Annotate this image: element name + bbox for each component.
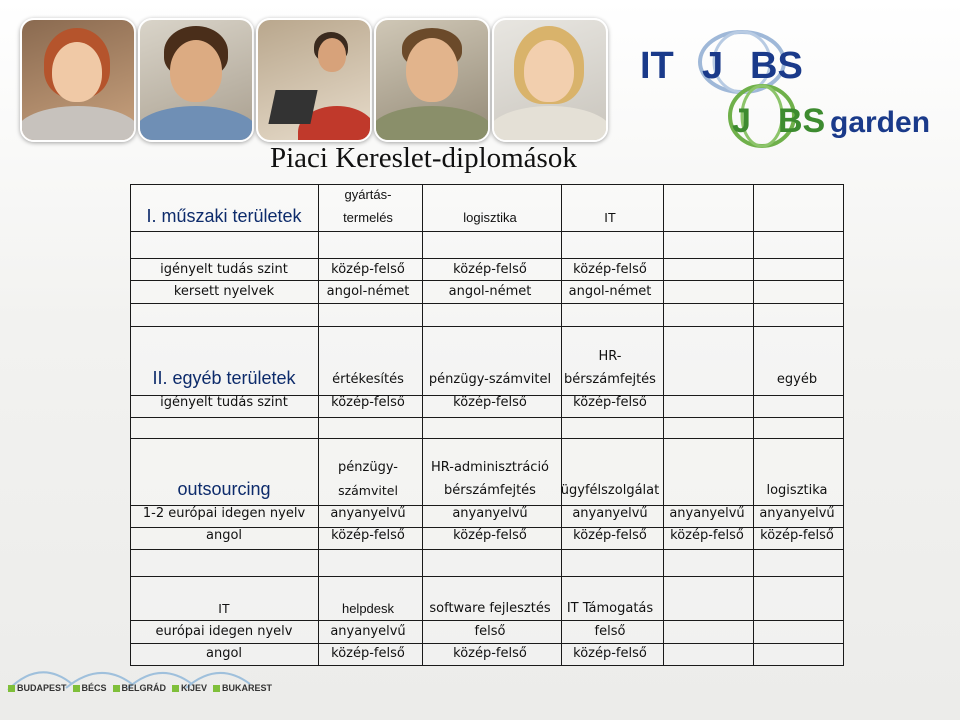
- section1-col-logistics: logisztika: [463, 210, 517, 225]
- section4-row1-val1: anyanyelvű: [330, 624, 406, 639]
- square-icon: [73, 685, 80, 692]
- section4-col-software: software fejlesztés: [429, 601, 551, 616]
- grid-vline: [753, 185, 754, 665]
- section1-row1-val3: közép-felső: [573, 262, 647, 277]
- square-icon: [172, 685, 179, 692]
- section4-row1-label: európai idegen nyelv: [155, 624, 293, 639]
- section2-col-hr-line1: HR-: [598, 349, 622, 364]
- section4-label: IT: [218, 601, 230, 616]
- section3-col-payroll: bérszámfejtés: [444, 483, 536, 498]
- photo-man-glasses: [374, 18, 490, 142]
- header-photo-strip: [10, 8, 615, 146]
- grid-vline: [663, 185, 664, 665]
- grid-hline: [131, 280, 843, 281]
- grid-hline: [131, 620, 843, 621]
- city-item: [172, 683, 207, 693]
- city-list: [8, 683, 272, 693]
- logo-text-j: J: [702, 45, 724, 87]
- grid-vline: [318, 185, 319, 665]
- section3-col-logistics: logisztika: [766, 483, 828, 498]
- section4-col-it-support: IT Támogatás: [566, 601, 654, 616]
- logo-text-garden: garden: [830, 106, 931, 139]
- logo-text-bs2: BS: [778, 102, 826, 140]
- logo-text-j2: J: [732, 102, 751, 140]
- section2-row1-val2: közép-felső: [453, 395, 527, 410]
- city-kijev: KIJEV: [181, 683, 208, 693]
- grid-hline: [131, 576, 843, 577]
- section1-row2-label: kersett nyelvek: [173, 284, 275, 299]
- section4-row2-label: angol: [205, 646, 243, 661]
- section3-col-finance-line1: pénzügy-: [338, 460, 398, 475]
- section1-row1-val2: közép-felső: [453, 262, 527, 277]
- logo-text-bs: BS: [750, 45, 803, 87]
- section2-row1-label: igényelt tudás szint: [160, 395, 288, 410]
- section4-row1-val2: felső: [474, 624, 506, 639]
- grid-hline: [131, 231, 843, 232]
- section3-row1-val3: anyanyelvű: [572, 506, 648, 521]
- city-bukarest: BUKAREST: [222, 683, 273, 693]
- section1-row1-val1: közép-felső: [331, 262, 405, 277]
- demand-table: [130, 184, 844, 666]
- section2-col-other: egyéb: [776, 372, 818, 387]
- grid-hline: [131, 258, 843, 259]
- grid-hline: [131, 438, 843, 439]
- city-item: [73, 683, 107, 693]
- city-budapest: BUDAPEST: [17, 683, 67, 693]
- logo-text-it: IT: [640, 45, 674, 87]
- grid-hline: [131, 303, 843, 304]
- section1-col-production-line2: termelés: [343, 210, 393, 225]
- section3-row1-val4: anyanyelvű: [669, 506, 745, 521]
- grid-vline: [422, 185, 423, 665]
- section1-label: I. műszaki területek: [146, 206, 302, 226]
- city-item: [213, 683, 272, 693]
- page-title: Piaci Kereslet-diplomások: [270, 142, 577, 174]
- section3-col-finance-line2: számvitel: [338, 483, 398, 498]
- city-item: [113, 683, 167, 693]
- grid-hline: [131, 643, 843, 644]
- section3-row1-val1: anyanyelvű: [330, 506, 406, 521]
- section3-row2-label: angol: [205, 528, 243, 543]
- section3-col-customer-service: ügyfélszolgálat: [560, 483, 660, 498]
- grid-hline: [131, 417, 843, 418]
- jobsgarden-logo: [722, 80, 937, 155]
- section3-row2-val2: közép-felső: [453, 528, 527, 543]
- section3-row2-val5: közép-felső: [760, 528, 834, 543]
- section1-col-production-line1: gyártás-: [344, 187, 392, 202]
- photo-woman-blonde: [492, 18, 608, 142]
- section2-row1-val1: közép-felső: [331, 395, 405, 410]
- section4-row2-val1: közép-felső: [331, 646, 405, 661]
- section4-row1-val3: felső: [594, 624, 626, 639]
- photo-woman-glasses: [20, 18, 136, 142]
- section1-row1-label: igényelt tudás szint: [160, 262, 288, 277]
- grid-hline: [131, 549, 843, 550]
- square-icon: [8, 685, 15, 692]
- section3-label: outsourcing: [177, 479, 271, 499]
- city-item: [8, 683, 67, 693]
- section3-row1-val5: anyanyelvű: [759, 506, 835, 521]
- section3-row1-label: 1-2 európai idegen nyelv: [142, 506, 306, 521]
- section1-row2-val1: angol-német: [326, 284, 410, 299]
- section2-col-finance: pénzügy-számvitel: [428, 372, 552, 387]
- section2-col-sales: értékesítés: [332, 372, 404, 387]
- section4-row2-val3: közép-felső: [573, 646, 647, 661]
- section3-row1-val2: anyanyelvű: [452, 506, 528, 521]
- city-becs: BÉCS: [81, 683, 107, 693]
- photo-man-curly-hair: [138, 18, 254, 142]
- grid-hline: [131, 326, 843, 327]
- section1-row2-val2: angol-német: [448, 284, 532, 299]
- section1-col-it: IT: [604, 210, 616, 225]
- section4-row2-val2: közép-felső: [453, 646, 527, 661]
- section3-row2-val3: közép-felső: [573, 528, 647, 543]
- city-belgrad: BELGRÁD: [121, 683, 167, 693]
- square-icon: [213, 685, 220, 692]
- section4-col-helpdesk: helpdesk: [341, 601, 395, 616]
- section3-col-hr-admin: HR-adminisztráció: [430, 460, 550, 475]
- section2-label: II. egyéb területek: [152, 368, 296, 388]
- section3-row2-val4: közép-felső: [670, 528, 744, 543]
- section2-col-hr-line2: bérszámfejtés: [564, 372, 656, 387]
- square-icon: [113, 685, 120, 692]
- photo-people-laptop: [256, 18, 372, 142]
- section3-row2-val1: közép-felső: [331, 528, 405, 543]
- grid-vline: [561, 185, 562, 665]
- section2-row1-val3: közép-felső: [573, 395, 647, 410]
- section1-row2-val3: angol-német: [568, 284, 652, 299]
